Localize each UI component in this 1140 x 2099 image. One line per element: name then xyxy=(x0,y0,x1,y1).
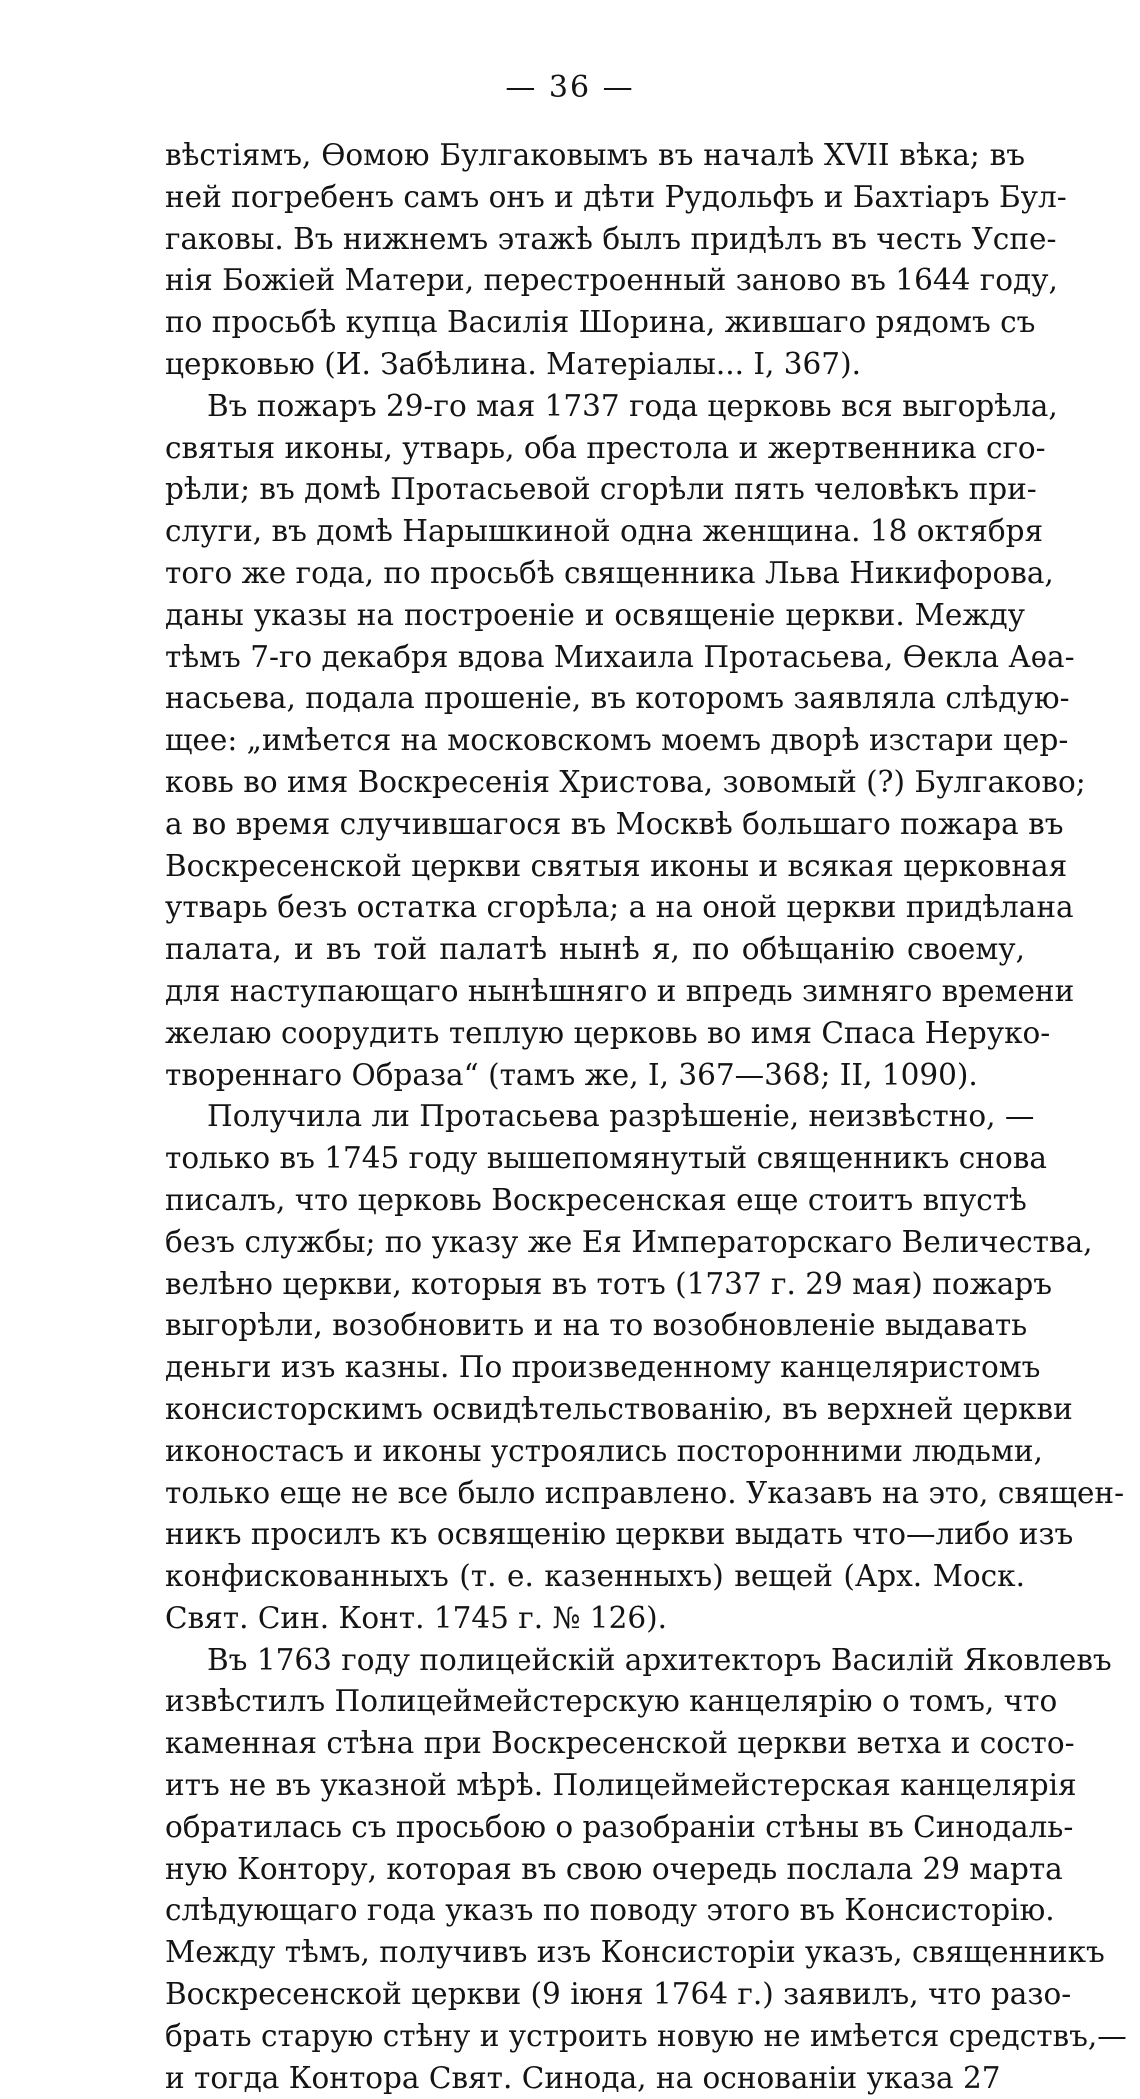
text-line: Между тѣмъ, получивъ изъ Консисторіи указъ, священникъ xyxy=(165,1935,1105,1970)
text-line: обратилась съ просьбою о разобраніи стѣны въ Синодаль- xyxy=(165,1809,1074,1844)
text-line: святыя иконы, утварь, оба престола и жертвенника сго- xyxy=(165,430,1046,465)
text-line: Воскресенской церкви святыя иконы и всякая церковная xyxy=(165,848,1068,883)
text-line: того же года, по просьбѣ священника Льва Никифорова, xyxy=(165,555,1054,590)
text-line: Свят. Син. Конт. 1745 г. № 126). xyxy=(165,1600,667,1635)
text-line: безъ службы; по указу же Ея Императорскаго Величества, xyxy=(165,1224,1093,1259)
text-line: палата, и въ той палатѣ нынѣ я, по обѣщанію своему, xyxy=(165,932,1025,967)
text-line: Въ 1763 году полицейскій архитекторъ Василій Яковлевъ xyxy=(207,1642,1112,1677)
text-line: только въ 1745 году вышепомянутый священникъ снова xyxy=(165,1141,1047,1176)
text-line: ней погребенъ самъ онъ и дѣти Рудольфъ и Бахтіаръ Бул- xyxy=(165,179,1067,214)
text-line: извѣстилъ Полицеймейстерскую канцелярію о томъ, что xyxy=(165,1684,1058,1719)
text-line: рѣли; въ домѣ Протасьевой сгорѣли пять человѣкъ при- xyxy=(165,472,1037,507)
text-line: по просьбѣ купца Василія Шорина, жившаго рядомъ съ xyxy=(165,305,1036,340)
page-number: — 36 — xyxy=(505,70,635,105)
text-line: насьева, подала прошеніе, въ которомъ заявляла слѣдую- xyxy=(165,681,1070,716)
body-text xyxy=(165,135,1127,2099)
text-line: вѣстіямъ, Ѳомою Булгаковымъ въ началѣ XVII вѣка; въ xyxy=(165,138,1025,172)
text-line: деньги изъ казны. По произведенному канцеляристомъ xyxy=(165,1350,1041,1385)
text-line: для наступающаго нынѣшняго и впредь зимняго времени xyxy=(165,973,1075,1008)
text-line: утварь безъ остатка сгорѣла; а на оной церкви придѣлана xyxy=(165,890,1074,925)
text-line: гаковы. Въ нижнемъ этажѣ былъ придѣлъ въ честь Успе- xyxy=(165,221,1057,256)
text-line: итъ не въ указной мѣрѣ. Полицеймейстерская канцелярія xyxy=(165,1768,1077,1803)
text-line: только еще не все было исправлено. Указавъ на это, священ- xyxy=(165,1475,1125,1510)
text-line: желаю соорудить теплую церковь во имя Спаса Неруко- xyxy=(165,1015,1051,1050)
text-line: велѣно церкви, которыя въ тотъ (1737 г. 29 мая) пожаръ xyxy=(165,1266,1053,1301)
text-line: Въ пожаръ 29-го мая 1737 года церковь вся выгорѣла, xyxy=(207,388,1058,423)
text-line: а во время случившагося въ Москвѣ большаго пожара въ xyxy=(165,806,1064,841)
text-line: тѣмъ 7-го декабря вдова Михаила Протасьева, Ѳекла Аѳа- xyxy=(165,639,1075,674)
text-line: брать старую стѣну и устроить новую не имѣется средствъ,— xyxy=(165,2018,1127,2053)
text-line: ковь во имя Воскресенія Христова, зовомый (?) Булгаково; xyxy=(165,764,1086,799)
text-line: Воскресенской церкви (9 іюня 1764 г.) заявилъ, что разо- xyxy=(165,1977,1072,2012)
text-line: Получила ли Протасьева разрѣшеніе, неизвѣстно, — xyxy=(207,1099,1035,1134)
text-line: и тогда Контора Свят. Синода, на основаніи указа 27 xyxy=(165,2060,1001,2095)
text-line: даны указы на построеніе и освященіе церкви. Между xyxy=(165,597,1025,632)
text-line: твореннаго Образа“ (тамъ же, I, 367—368; II, 1090). xyxy=(165,1057,978,1092)
text-line: каменная стѣна при Воскресенской церкви ветха и состо- xyxy=(165,1726,1075,1761)
text-line: нія Божіей Матери, перестроенный заново въ 1644 году, xyxy=(165,263,1058,298)
text-line: писалъ, что церковь Воскресенская еще стоитъ впустѣ xyxy=(165,1182,1027,1217)
text-line: выгорѣли, возобновить и на то возобновленіе выдавать xyxy=(165,1308,1028,1343)
text-line: консисторскимъ освидѣтельствованію, въ верхней церкви xyxy=(165,1391,1073,1426)
text-line: конфискованныхъ (т. е. казенныхъ) вещей (Арх. Моск. xyxy=(165,1559,1025,1594)
text-line: ную Контору, которая въ свою очередь послала 29 марта xyxy=(165,1851,1063,1886)
text-line: слуги, въ домѣ Нарышкиной одна женщина. 18 октября xyxy=(165,514,1044,549)
text-line: никъ просилъ къ освященію церкви выдать что—либо изъ xyxy=(165,1517,1074,1552)
text-line: церковью (И. Забѣлина. Матеріалы... I, 367). xyxy=(165,346,861,381)
text-line: щее: „имѣется на московскомъ моемъ дворѣ изстари цер- xyxy=(165,723,1069,758)
text-line: слѣдующаго года указъ по поводу этого въ Консисторію. xyxy=(165,1893,1055,1928)
text-line: иконостасъ и иконы устроялись посторонними людьми, xyxy=(165,1433,1043,1468)
